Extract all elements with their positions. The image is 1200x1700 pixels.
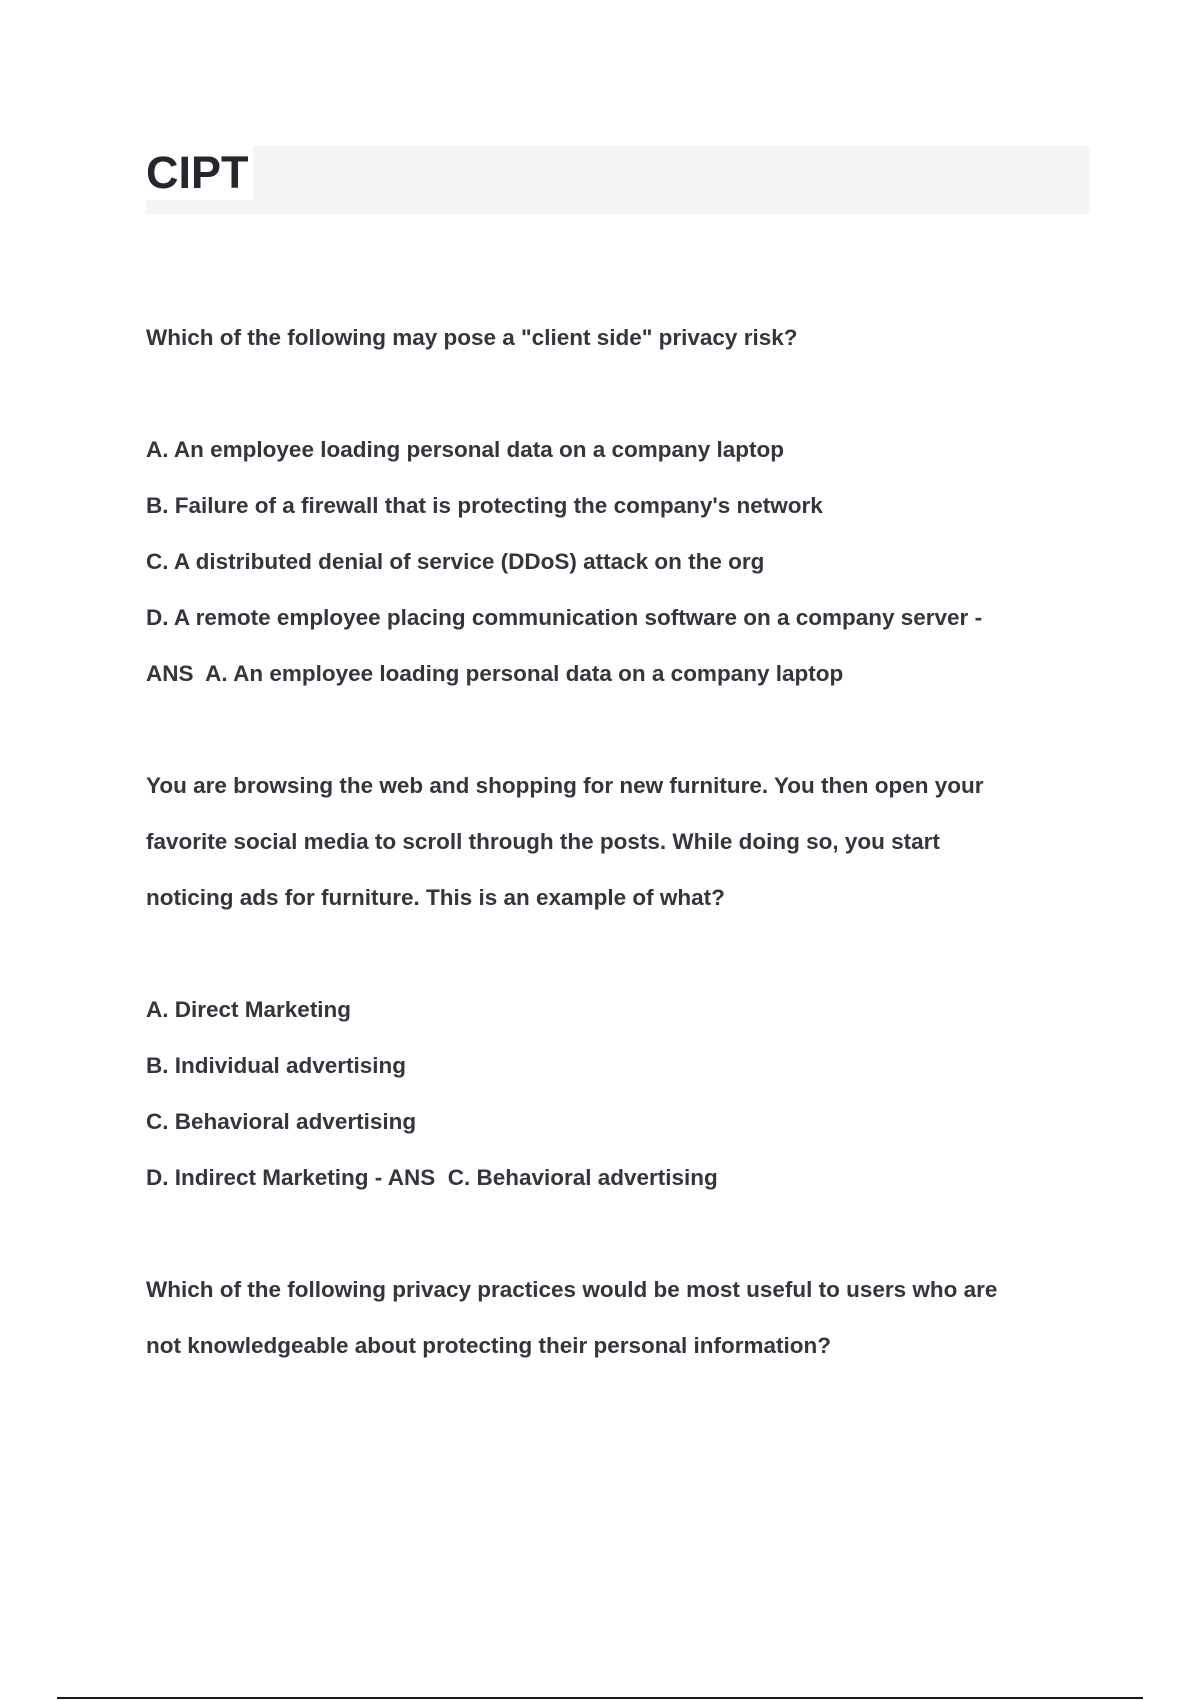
question-2-prompt-line-2: favorite social media to scroll through the posts. While doing so, you start (146, 829, 940, 854)
question-spacer (146, 708, 1086, 764)
question-2-option-a: A. Direct Marketing (146, 997, 352, 1022)
page-bottom-rule (57, 1697, 1143, 1699)
question-2-option-b: B. Individual advertising (146, 1053, 407, 1078)
question-1-option-b: B. Failure of a firewall that is protecting the company's network (146, 493, 823, 518)
question-2-prompt-line-1: You are browsing the web and shopping for new furniture. You then open your (146, 773, 984, 798)
question-spacer (146, 372, 1086, 428)
question-2-prompt-line-3: noticing ads for furniture. This is an example of what? (146, 885, 725, 910)
question-1-option-c: C. A distributed denial of service (DDoS) attack on the org (146, 549, 765, 574)
document-body (146, 316, 1086, 1380)
question-spacer (146, 932, 1086, 988)
question-block-3 (146, 1268, 1086, 1380)
question-1-answer: ANS A. An employee loading personal data on a company laptop (146, 661, 844, 686)
question-spacer (146, 1212, 1086, 1268)
title-background (146, 146, 1090, 214)
document-title: CIPT (146, 146, 253, 200)
question-3-prompt-line-1: Which of the following privacy practices would be most useful to users who are (146, 1277, 998, 1302)
question-2-option-c: C. Behavioral advertising (146, 1109, 417, 1134)
question-1-option-d: D. A remote employee placing communication software on a company server - (146, 605, 983, 630)
question-block-2 (146, 764, 1086, 1212)
question-2-answer: D. Indirect Marketing - ANS C. Behavioral advertising (146, 1165, 718, 1190)
question-1-option-a: A. An employee loading personal data on a company laptop (146, 437, 785, 462)
question-block-1 (146, 316, 1086, 708)
question-1-prompt-line-1: Which of the following may pose a "client side" privacy risk? (146, 325, 798, 350)
question-3-prompt-line-2: not knowledgeable about protecting their personal information? (146, 1333, 832, 1358)
